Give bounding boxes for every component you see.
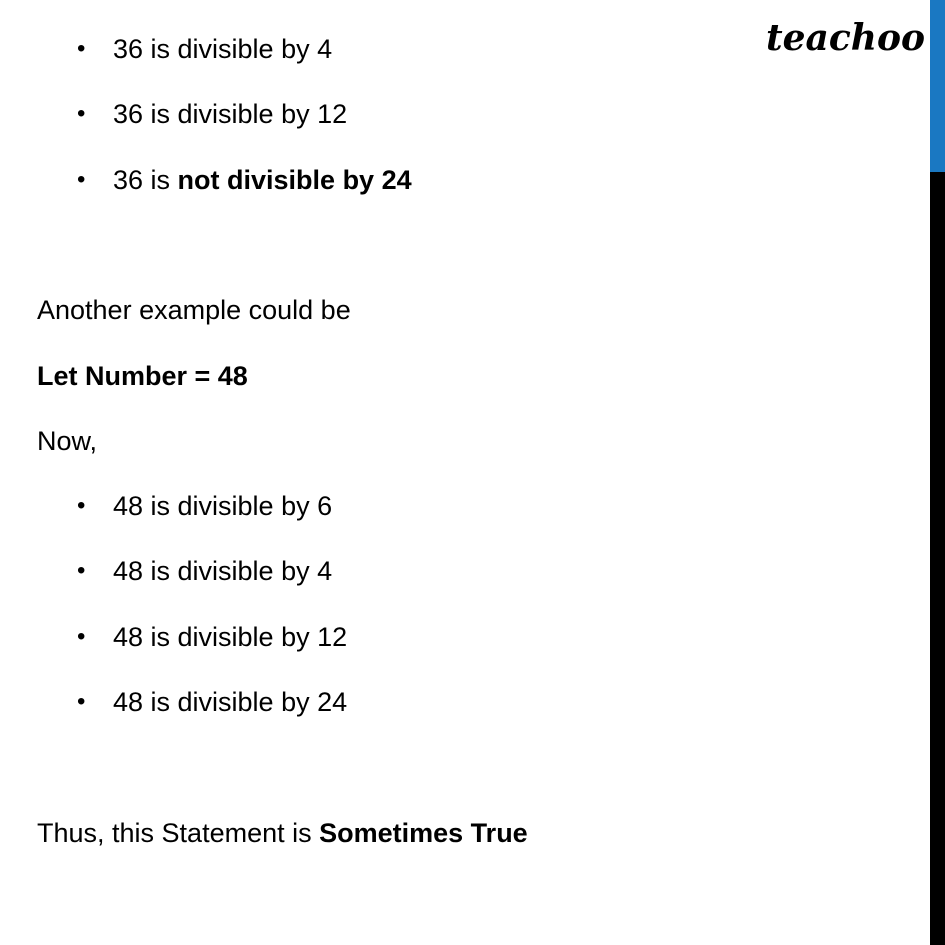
conclusion-text — [37, 817, 528, 849]
bullet-text-prefix: 36 is — [113, 165, 178, 195]
let-number-heading — [37, 360, 248, 392]
bullet-text — [113, 164, 412, 196]
bullet-text: 36 is divisible by 4 — [113, 34, 333, 64]
bullet-text: 48 is divisible by 6 — [113, 491, 333, 521]
bullet-text: 36 is divisible by 12 — [113, 99, 348, 129]
bullet-icon: • — [77, 166, 86, 193]
let-number-bold: Let Number = 48 — [37, 361, 248, 391]
bullet-icon: • — [77, 623, 86, 650]
conclusion-prefix: Thus, this Statement is — [37, 818, 320, 848]
conclusion-bold: Sometimes True — [319, 818, 528, 848]
teachoo-logo: teachoo — [766, 17, 925, 59]
now-text: Now, — [37, 426, 98, 456]
bullet-icon: • — [77, 492, 86, 519]
bullet-text-bold: not divisible by 24 — [177, 165, 412, 195]
scrollbar-thumb[interactable] — [930, 0, 945, 172]
bullet-text: 48 is divisible by 24 — [113, 687, 348, 717]
bullet-icon: • — [77, 35, 86, 62]
bullet-icon: • — [77, 557, 86, 584]
bullet-text: 48 is divisible by 12 — [113, 622, 348, 652]
bullet-icon: • — [77, 100, 86, 127]
bullet-icon: • — [77, 688, 86, 715]
another-example-text: Another example could be — [37, 295, 351, 325]
bullet-text: 48 is divisible by 4 — [113, 556, 333, 586]
